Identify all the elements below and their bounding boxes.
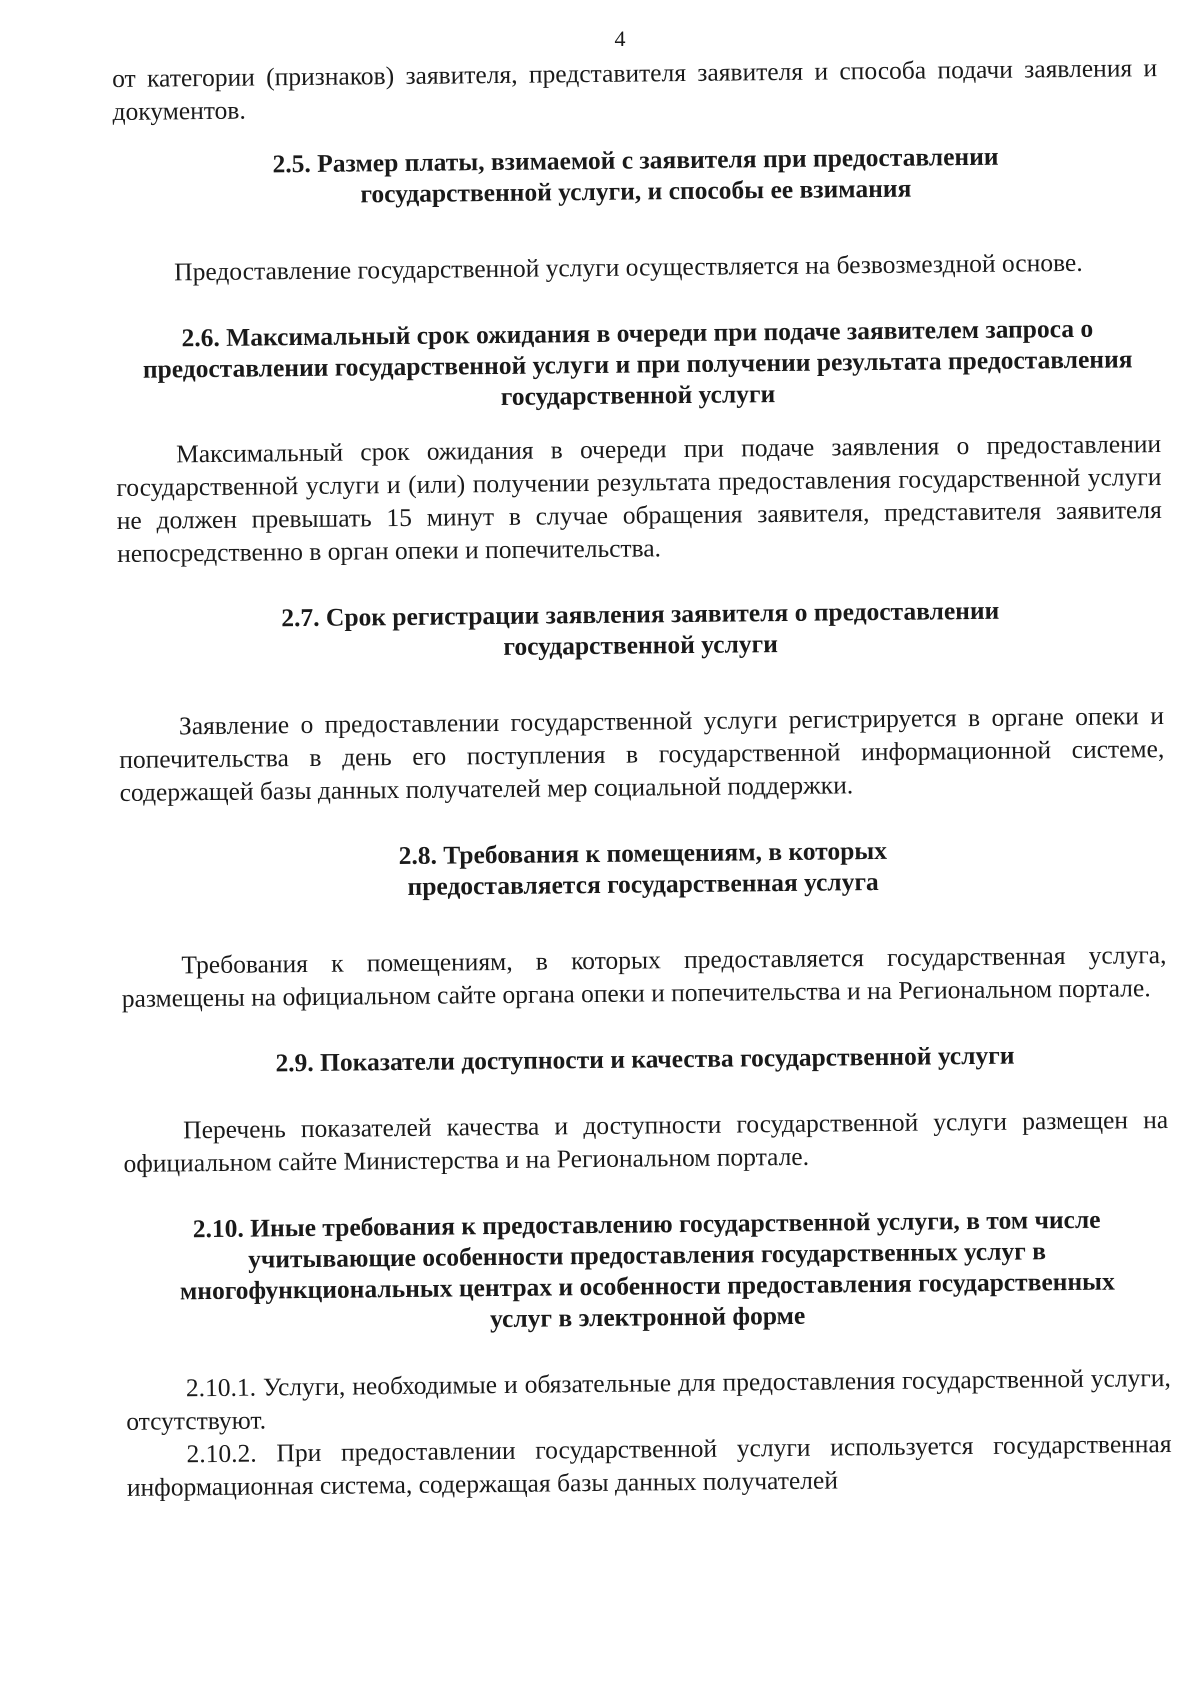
intro-paragraph: от категории (признаков) заявителя, представителя заявителя и способа подачи заявления и документов.	[112, 53, 1158, 126]
section-2-5-heading: 2.5. Размер платы, взимаемой с заявителя при предоставлении государственной услуги, и способы ее взимания	[272, 141, 999, 209]
section-2-8-heading: 2.8. Требования к помещениям, в которых предоставляется государственная услуга	[398, 835, 888, 901]
section-2-7-text: Заявление о предоставлении государственной услуги регистрируется в органе опеки и попечительства в день его поступления в государственной информационной системе, содержащей базы данных получателей мер социальной поддержки.	[119, 701, 1165, 807]
section-2-8-text: Требования к помещениям, в которых предоставляется государственная услуга, размещены на официальном сайте органа опеки и попечительства и на Региональном портале.	[121, 940, 1167, 1013]
section-2-10-heading: 2.10. Иные требования к предоставлению государственной услуги, в том числе учитывающие особенности предоставления государственных услуг в многофункциональных центрах и особенности предоставления государственных услуг в электронной форме	[179, 1204, 1115, 1334]
section-2-7-heading: 2.7. Срок регистрации заявления заявителя о предоставлении государственной услуги	[281, 595, 1000, 661]
section-2-6-heading: 2.6. Максимальный срок ожидания в очереди при подаче заявителем запроса о предоставлении государственной услуги и при получении результата предоставления государственной услуги	[142, 313, 1133, 411]
section-2-10-2-text: 2.10.2. При предоставлении государственной услуги используется государственная информационная система, содержащая базы данных получателей	[126, 1428, 1172, 1502]
document-body	[112, 51, 1172, 1504]
section-2-6-text: Максимальный срок ожидания в очереди при подаче заявления о предоставлении государственной услуги и (или) получении результата предоставления государственной услуги не должен превышать 15 минут в случае обращения заявителя, представителя заявителя непосредственно в орган опеки и попечительства.	[116, 429, 1162, 568]
page-number: 4	[614, 26, 626, 51]
section-2-9-text: Перечень показателей качества и доступности государственной услуги размещен на официальном сайте Министерства и на Региональном портале.	[123, 1104, 1169, 1178]
section-2-10-1-text: 2.10.1. Услуги, необходимые и обязательные для предоставления государственной услуги, отсутствуют.	[126, 1362, 1171, 1436]
section-2-5-text: Предоставление государственной услуги осуществляется на безвозмездной основе.	[174, 247, 1083, 287]
section-2-9-heading: 2.9. Показатели доступности и качества государственной услуги	[275, 1040, 1015, 1078]
